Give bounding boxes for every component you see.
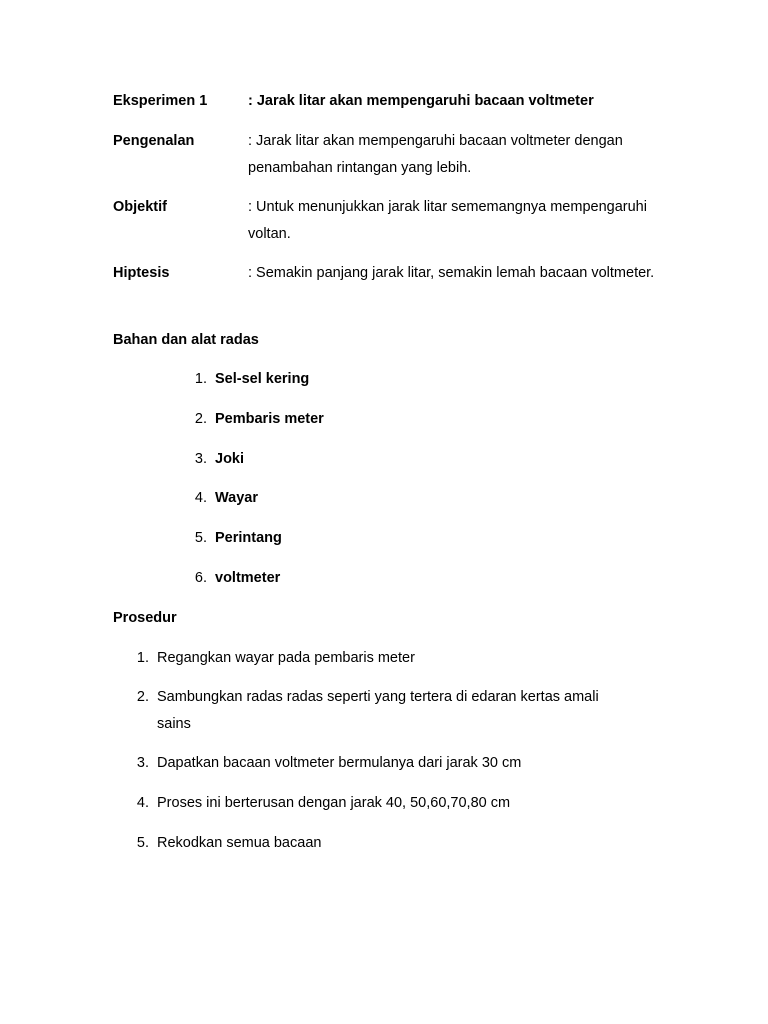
- list-item-text: Proses ini berterusan dengan jarak 40, 50,60,70,80 cm: [157, 795, 511, 811]
- list-item-text: Perintang: [215, 530, 282, 546]
- list-item-number: 3.: [194, 451, 207, 467]
- list-item-number: 1.: [136, 650, 149, 666]
- list-item-text: Sel-sel kering: [215, 371, 310, 387]
- field-value-experiment: : Jarak litar akan mempengaruhi bacaan voltmeter: [248, 93, 594, 109]
- list-item-number: 1.: [194, 371, 207, 387]
- list-item-number: 6.: [194, 570, 207, 586]
- field-label-hypothesis: Hiptesis: [113, 265, 170, 281]
- field-label-introduction: Pengenalan: [113, 133, 195, 149]
- list-item-number: 2.: [194, 411, 207, 427]
- list-item-text: Regangkan wayar pada pembaris meter: [157, 650, 415, 666]
- list-item-number: 3.: [136, 755, 149, 771]
- field-label-experiment: Eksperimen 1: [113, 93, 208, 109]
- list-item-number: 4.: [194, 490, 207, 506]
- materials-heading: Bahan dan alat radas: [113, 332, 259, 348]
- list-item-text: Dapatkan bacaan voltmeter bermulanya dari jarak 30 cm: [157, 755, 522, 771]
- list-item-text: Pembaris meter: [215, 411, 324, 427]
- field-value-hypothesis: : Semakin panjang jarak litar, semakin lemah bacaan voltmeter.: [248, 265, 655, 281]
- list-item-number: 2.: [136, 689, 149, 705]
- list-item-number: 5.: [136, 835, 149, 851]
- list-item-number: 5.: [194, 530, 207, 546]
- list-item-text: Wayar: [215, 490, 258, 506]
- list-item-text: Rekodkan semua bacaan: [157, 835, 322, 851]
- field-value-objective: : Untuk menunjukkan jarak litar sememangnya mempengaruhi voltan.: [248, 199, 647, 242]
- list-item-text: voltmeter: [215, 570, 281, 586]
- list-item-text: Sambungkan radas radas seperti yang tertera di edaran kertas amali sains: [157, 689, 599, 732]
- procedure-heading: Prosedur: [113, 610, 177, 626]
- list-item-text: Joki: [215, 451, 245, 467]
- field-value-introduction: : Jarak litar akan mempengaruhi bacaan voltmeter dengan penambahan rintangan yang lebih.: [248, 133, 623, 176]
- list-item-number: 4.: [136, 795, 149, 811]
- field-label-objective: Objektif: [113, 199, 167, 215]
